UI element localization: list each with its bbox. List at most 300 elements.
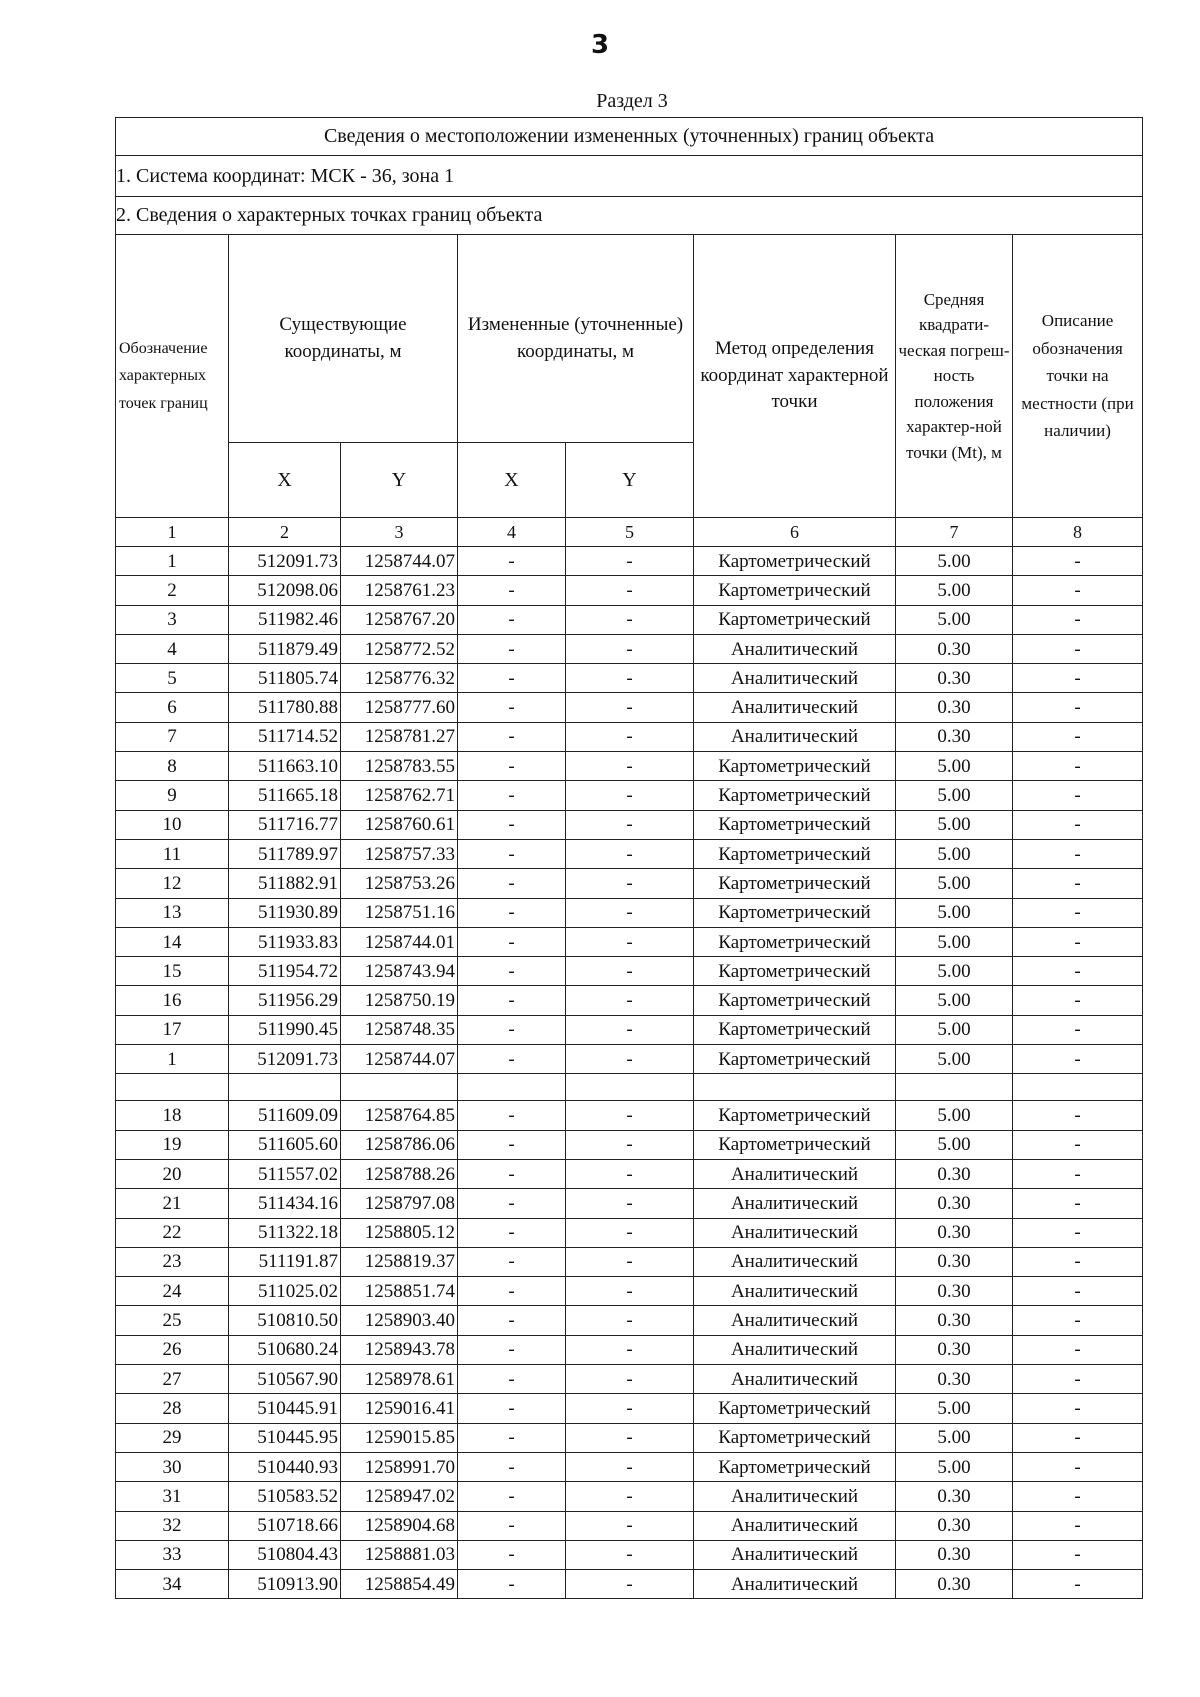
changed-x-cell: - (458, 1101, 566, 1130)
error-cell: 5.00 (896, 576, 1013, 605)
description-cell: - (1013, 1335, 1143, 1364)
changed-y-cell: - (566, 810, 694, 839)
existing-y-cell: 1258762.71 (341, 781, 458, 810)
table-row (116, 1159, 1143, 1188)
table-row (116, 1101, 1143, 1130)
point-number-cell: 23 (116, 1247, 229, 1276)
changed-y-cell: - (566, 664, 694, 693)
description-cell: - (1013, 1365, 1143, 1394)
method-cell: Аналитический (694, 1570, 896, 1599)
existing-x-cell: 510440.93 (229, 1452, 341, 1481)
table-row (116, 1482, 1143, 1511)
column-number: 2 (229, 518, 341, 547)
changed-y-cell: - (566, 1045, 694, 1074)
error-cell: 5.00 (896, 1101, 1013, 1130)
point-number-cell: 22 (116, 1218, 229, 1247)
error-cell: 5.00 (896, 1045, 1013, 1074)
existing-y-cell: 1258772.52 (341, 634, 458, 663)
boundary-points-table (115, 117, 1143, 1599)
error-cell: 0.30 (896, 1570, 1013, 1599)
error-cell: 0.30 (896, 1189, 1013, 1218)
changed-x-cell: - (458, 1452, 566, 1481)
existing-y-cell: 1258903.40 (341, 1306, 458, 1335)
table-body (116, 547, 1143, 1599)
header-changed-coordinates: Измененные (уточненные) координаты, м (458, 235, 694, 443)
table-row (116, 664, 1143, 693)
error-cell: 0.30 (896, 1277, 1013, 1306)
method-cell: Аналитический (694, 693, 896, 722)
method-cell: Картометрический (694, 1015, 896, 1044)
method-cell: Картометрический (694, 1423, 896, 1452)
method-cell: Аналитический (694, 1511, 896, 1540)
existing-x-cell: 511879.49 (229, 634, 341, 663)
point-number-cell: 2 (116, 576, 229, 605)
point-number-cell: 30 (116, 1452, 229, 1481)
table-row (116, 927, 1143, 956)
existing-x-cell: 511805.74 (229, 664, 341, 693)
header-changed-x: X (458, 443, 566, 518)
changed-y-cell: - (566, 752, 694, 781)
changed-x-cell: - (458, 1130, 566, 1159)
method-cell: Аналитический (694, 664, 896, 693)
error-cell: 5.00 (896, 810, 1013, 839)
changed-x-cell: - (458, 1015, 566, 1044)
method-cell: Картометрический (694, 1130, 896, 1159)
header-error: Средняя квадрати-ческая погреш-ность положения характер-ной точки (Mt), м (896, 235, 1013, 518)
table-row (116, 1277, 1143, 1306)
method-cell: Аналитический (694, 634, 896, 663)
description-cell: - (1013, 1570, 1143, 1599)
existing-y-cell: 1258767.20 (341, 605, 458, 634)
error-cell: 5.00 (896, 898, 1013, 927)
table-row (116, 693, 1143, 722)
existing-x-cell: 511716.77 (229, 810, 341, 839)
existing-y-cell: 1258783.55 (341, 752, 458, 781)
changed-x-cell: - (458, 693, 566, 722)
point-number-cell: 21 (116, 1189, 229, 1218)
changed-x-cell: - (458, 722, 566, 751)
method-cell: Картометрический (694, 781, 896, 810)
column-number: 6 (694, 518, 896, 547)
method-cell: Картометрический (694, 1394, 896, 1423)
description-cell: - (1013, 1540, 1143, 1569)
method-cell (694, 1074, 896, 1101)
error-cell: 0.30 (896, 1482, 1013, 1511)
error-cell (896, 1074, 1013, 1101)
changed-x-cell: - (458, 1277, 566, 1306)
changed-x-cell: - (458, 1189, 566, 1218)
column-number: 4 (458, 518, 566, 547)
column-number: 5 (566, 518, 694, 547)
existing-x-cell: 510583.52 (229, 1482, 341, 1511)
point-number-cell: 5 (116, 664, 229, 693)
point-number-cell: 1 (116, 1045, 229, 1074)
method-cell: Аналитический (694, 1159, 896, 1188)
table-row (116, 1189, 1143, 1218)
point-number-cell: 24 (116, 1277, 229, 1306)
description-cell: - (1013, 1394, 1143, 1423)
column-numbers-row (116, 518, 1143, 547)
error-cell: 5.00 (896, 927, 1013, 956)
existing-y-cell: 1258947.02 (341, 1482, 458, 1511)
description-cell: - (1013, 1101, 1143, 1130)
table-row (116, 1218, 1143, 1247)
error-cell: 0.30 (896, 1335, 1013, 1364)
method-cell: Картометрический (694, 605, 896, 634)
point-number-cell: 12 (116, 869, 229, 898)
table-row (116, 605, 1143, 634)
table-row (116, 1540, 1143, 1569)
changed-y-cell: - (566, 576, 694, 605)
method-cell: Аналитический (694, 1540, 896, 1569)
error-cell: 5.00 (896, 1130, 1013, 1159)
existing-y-cell: 1258943.78 (341, 1335, 458, 1364)
column-number: 3 (341, 518, 458, 547)
existing-y-cell: 1258851.74 (341, 1277, 458, 1306)
table-row (116, 1045, 1143, 1074)
changed-y-cell: - (566, 1423, 694, 1452)
method-cell: Аналитический (694, 1277, 896, 1306)
coordinate-system: 1. Система координат: МСК - 36, зона 1 (116, 156, 1143, 197)
description-cell: - (1013, 1218, 1143, 1247)
method-cell: Картометрический (694, 1101, 896, 1130)
table-row (116, 810, 1143, 839)
header-existing-x: X (229, 443, 341, 518)
table-row (116, 576, 1143, 605)
point-number-cell: 7 (116, 722, 229, 751)
description-cell: - (1013, 1247, 1143, 1276)
changed-y-cell: - (566, 1482, 694, 1511)
existing-x-cell: 511434.16 (229, 1189, 341, 1218)
existing-y-cell: 1258776.32 (341, 664, 458, 693)
changed-y-cell: - (566, 1365, 694, 1394)
changed-x-cell: - (458, 752, 566, 781)
method-cell: Картометрический (694, 1452, 896, 1481)
changed-y-cell: - (566, 1159, 694, 1188)
error-cell: 0.30 (896, 1159, 1013, 1188)
table-row (116, 1452, 1143, 1481)
existing-y-cell: 1258788.26 (341, 1159, 458, 1188)
changed-y-cell: - (566, 722, 694, 751)
points-heading: 2. Сведения о характерных точках границ объекта (116, 197, 1143, 235)
existing-x-cell: 511025.02 (229, 1277, 341, 1306)
method-cell: Аналитический (694, 1365, 896, 1394)
changed-x-cell: - (458, 605, 566, 634)
changed-x-cell: - (458, 1511, 566, 1540)
existing-y-cell: 1258764.85 (341, 1101, 458, 1130)
existing-y-cell: 1258744.01 (341, 927, 458, 956)
changed-x-cell: - (458, 1423, 566, 1452)
description-cell: - (1013, 1306, 1143, 1335)
point-number-cell: 16 (116, 986, 229, 1015)
description-cell: - (1013, 986, 1143, 1015)
changed-x-cell: - (458, 547, 566, 576)
changed-y-cell: - (566, 1394, 694, 1423)
existing-x-cell: 511557.02 (229, 1159, 341, 1188)
existing-x-cell: 512091.73 (229, 1045, 341, 1074)
method-cell: Картометрический (694, 839, 896, 868)
error-cell: 5.00 (896, 605, 1013, 634)
changed-y-cell: - (566, 547, 694, 576)
description-cell: - (1013, 664, 1143, 693)
description-cell: - (1013, 1189, 1143, 1218)
changed-y-cell: - (566, 957, 694, 986)
existing-y-cell: 1258750.19 (341, 986, 458, 1015)
error-cell: 0.30 (896, 664, 1013, 693)
changed-x-cell: - (458, 1540, 566, 1569)
existing-y-cell: 1258743.94 (341, 957, 458, 986)
point-number-cell: 1 (116, 547, 229, 576)
point-number-cell: 26 (116, 1335, 229, 1364)
point-number-cell: 18 (116, 1101, 229, 1130)
changed-x-cell: - (458, 1218, 566, 1247)
description-cell: - (1013, 693, 1143, 722)
error-cell: 5.00 (896, 869, 1013, 898)
changed-y-cell: - (566, 781, 694, 810)
error-cell: 5.00 (896, 1015, 1013, 1044)
point-number-cell: 11 (116, 839, 229, 868)
changed-x-cell: - (458, 1159, 566, 1188)
existing-x-cell: 510718.66 (229, 1511, 341, 1540)
error-cell: 5.00 (896, 781, 1013, 810)
changed-y-cell: - (566, 1277, 694, 1306)
table-row (116, 1570, 1143, 1599)
error-cell: 0.30 (896, 1511, 1013, 1540)
point-number-cell: 13 (116, 898, 229, 927)
method-cell: Аналитический (694, 1189, 896, 1218)
existing-y-cell: 1258761.23 (341, 576, 458, 605)
column-number: 8 (1013, 518, 1143, 547)
existing-y-cell: 1258744.07 (341, 1045, 458, 1074)
existing-x-cell: 511990.45 (229, 1015, 341, 1044)
changed-x-cell: - (458, 1394, 566, 1423)
table-row (116, 1423, 1143, 1452)
existing-y-cell: 1258744.07 (341, 547, 458, 576)
table-row (116, 781, 1143, 810)
changed-x-cell: - (458, 810, 566, 839)
description-cell: - (1013, 898, 1143, 927)
changed-y-cell (566, 1074, 694, 1101)
table-title: Сведения о местоположении измененных (уточненных) границ объекта (116, 118, 1143, 156)
point-number-cell: 9 (116, 781, 229, 810)
description-cell: - (1013, 1159, 1143, 1188)
changed-y-cell: - (566, 1247, 694, 1276)
error-cell: 5.00 (896, 752, 1013, 781)
section-label: Раздел 3 (596, 90, 668, 112)
changed-x-cell: - (458, 1482, 566, 1511)
existing-x-cell: 511714.52 (229, 722, 341, 751)
existing-y-cell: 1258854.49 (341, 1570, 458, 1599)
table-row (116, 1130, 1143, 1159)
table-row (116, 547, 1143, 576)
point-number-cell: 25 (116, 1306, 229, 1335)
changed-x-cell: - (458, 898, 566, 927)
header-method: Метод определения координат характерной точки (694, 235, 896, 518)
changed-x-cell: - (458, 664, 566, 693)
existing-x-cell: 510445.95 (229, 1423, 341, 1452)
existing-x-cell: 511322.18 (229, 1218, 341, 1247)
changed-y-cell: - (566, 898, 694, 927)
changed-x-cell (458, 1074, 566, 1101)
method-cell: Картометрический (694, 576, 896, 605)
point-number-cell: 29 (116, 1423, 229, 1452)
changed-x-cell: - (458, 869, 566, 898)
existing-x-cell: 510804.43 (229, 1540, 341, 1569)
method-cell: Картометрический (694, 986, 896, 1015)
existing-y-cell: 1259016.41 (341, 1394, 458, 1423)
description-cell: - (1013, 1277, 1143, 1306)
changed-y-cell: - (566, 1511, 694, 1540)
existing-x-cell: 512098.06 (229, 576, 341, 605)
existing-x-cell: 510810.50 (229, 1306, 341, 1335)
table-row (116, 1015, 1143, 1044)
existing-y-cell: 1258991.70 (341, 1452, 458, 1481)
existing-x-cell: 511933.83 (229, 927, 341, 956)
method-cell: Аналитический (694, 1482, 896, 1511)
existing-x-cell: 511609.09 (229, 1101, 341, 1130)
existing-x-cell: 510913.90 (229, 1570, 341, 1599)
changed-y-cell: - (566, 1306, 694, 1335)
existing-y-cell: 1258757.33 (341, 839, 458, 868)
page-number: 3 (590, 30, 610, 60)
changed-x-cell: - (458, 957, 566, 986)
description-cell: - (1013, 927, 1143, 956)
existing-x-cell: 511191.87 (229, 1247, 341, 1276)
description-cell: - (1013, 957, 1143, 986)
error-cell: 0.30 (896, 1306, 1013, 1335)
method-cell: Аналитический (694, 1218, 896, 1247)
description-cell (1013, 1074, 1143, 1101)
existing-y-cell: 1258881.03 (341, 1540, 458, 1569)
header-designation: Обозначение характерных точек границ (116, 235, 229, 518)
changed-y-cell: - (566, 1218, 694, 1247)
description-cell: - (1013, 1482, 1143, 1511)
description-cell: - (1013, 1130, 1143, 1159)
existing-x-cell: 511956.29 (229, 986, 341, 1015)
changed-y-cell: - (566, 1570, 694, 1599)
header-existing-coordinates: Существующие координаты, м (229, 235, 458, 443)
error-cell: 0.30 (896, 693, 1013, 722)
existing-y-cell: 1258786.06 (341, 1130, 458, 1159)
table-row (116, 957, 1143, 986)
table-row (116, 1511, 1143, 1540)
existing-y-cell: 1258904.68 (341, 1511, 458, 1540)
changed-y-cell: - (566, 986, 694, 1015)
table-row (116, 898, 1143, 927)
changed-x-cell: - (458, 839, 566, 868)
changed-y-cell: - (566, 1452, 694, 1481)
existing-y-cell: 1258805.12 (341, 1218, 458, 1247)
description-cell: - (1013, 722, 1143, 751)
error-cell: 0.30 (896, 1247, 1013, 1276)
error-cell: 5.00 (896, 1394, 1013, 1423)
method-cell: Аналитический (694, 1306, 896, 1335)
point-number-cell: 20 (116, 1159, 229, 1188)
point-number-cell: 33 (116, 1540, 229, 1569)
table-row (116, 1335, 1143, 1364)
table-row (116, 1394, 1143, 1423)
column-number: 7 (896, 518, 1013, 547)
changed-y-cell: - (566, 1189, 694, 1218)
header-description: Описание обозначения точки на местности (при наличии) (1013, 235, 1143, 518)
error-cell: 0.30 (896, 722, 1013, 751)
point-number-cell: 15 (116, 957, 229, 986)
error-cell: 0.30 (896, 1365, 1013, 1394)
changed-y-cell: - (566, 1101, 694, 1130)
description-cell: - (1013, 839, 1143, 868)
table-row (116, 986, 1143, 1015)
changed-x-cell: - (458, 1247, 566, 1276)
point-number-cell: 34 (116, 1570, 229, 1599)
existing-y-cell: 1258781.27 (341, 722, 458, 751)
description-cell: - (1013, 605, 1143, 634)
changed-x-cell: - (458, 1306, 566, 1335)
method-cell: Картометрический (694, 869, 896, 898)
changed-x-cell: - (458, 634, 566, 663)
table-row (116, 839, 1143, 868)
method-cell: Картометрический (694, 927, 896, 956)
error-cell: 5.00 (896, 547, 1013, 576)
error-cell: 0.30 (896, 1218, 1013, 1247)
changed-y-cell: - (566, 869, 694, 898)
description-cell: - (1013, 781, 1143, 810)
point-number-cell: 19 (116, 1130, 229, 1159)
description-cell: - (1013, 1423, 1143, 1452)
existing-x-cell: 510680.24 (229, 1335, 341, 1364)
changed-x-cell: - (458, 986, 566, 1015)
table-row (116, 722, 1143, 751)
description-cell: - (1013, 576, 1143, 605)
point-number-cell: 27 (116, 1365, 229, 1394)
point-number-cell: 3 (116, 605, 229, 634)
description-cell: - (1013, 1452, 1143, 1481)
point-number-cell: 17 (116, 1015, 229, 1044)
table-row (116, 634, 1143, 663)
point-number-cell: 28 (116, 1394, 229, 1423)
existing-y-cell: 1258777.60 (341, 693, 458, 722)
error-cell: 5.00 (896, 1423, 1013, 1452)
table-row (116, 1074, 1143, 1101)
method-cell: Картометрический (694, 1045, 896, 1074)
existing-x-cell: 511605.60 (229, 1130, 341, 1159)
table-row (116, 1306, 1143, 1335)
header-existing-y: Y (341, 443, 458, 518)
description-cell: - (1013, 1015, 1143, 1044)
changed-y-cell: - (566, 693, 694, 722)
point-number-cell: 10 (116, 810, 229, 839)
description-cell: - (1013, 810, 1143, 839)
description-cell: - (1013, 1045, 1143, 1074)
method-cell: Картометрический (694, 752, 896, 781)
changed-x-cell: - (458, 1570, 566, 1599)
existing-y-cell: 1258751.16 (341, 898, 458, 927)
changed-y-cell: - (566, 1540, 694, 1569)
existing-y-cell: 1258748.35 (341, 1015, 458, 1044)
existing-x-cell: 511954.72 (229, 957, 341, 986)
changed-x-cell: - (458, 781, 566, 810)
changed-y-cell: - (566, 1130, 694, 1159)
changed-y-cell: - (566, 1015, 694, 1044)
error-cell: 0.30 (896, 1540, 1013, 1569)
method-cell: Аналитический (694, 1247, 896, 1276)
point-number-cell: 6 (116, 693, 229, 722)
changed-x-cell: - (458, 576, 566, 605)
point-number-cell: 4 (116, 634, 229, 663)
existing-y-cell: 1258978.61 (341, 1365, 458, 1394)
table-row (116, 869, 1143, 898)
changed-x-cell: - (458, 1045, 566, 1074)
existing-x-cell: 512091.73 (229, 547, 341, 576)
